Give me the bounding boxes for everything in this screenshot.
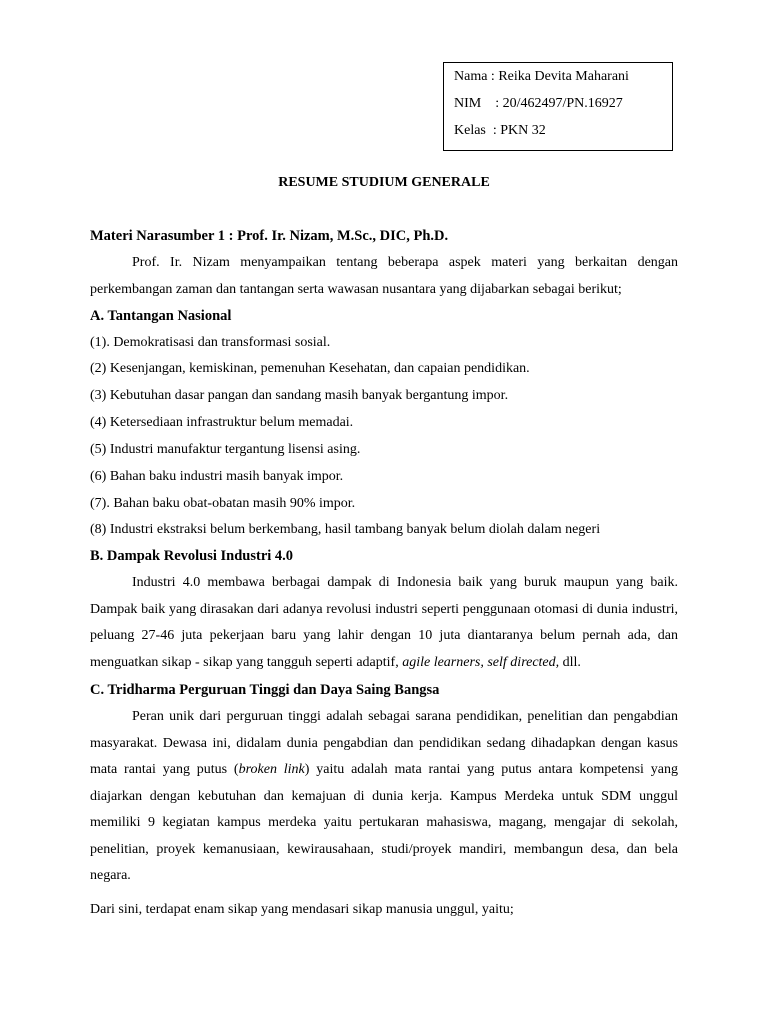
list-item: (8) Industri ekstraksi belum berkembang, hasil tambang banyak belum diolah dalam negeri — [90, 522, 601, 537]
student-nim: NIM : 20/462497/PN.16927 — [454, 96, 623, 111]
section-b-italic-text: agile learners, self directed, — [402, 654, 560, 670]
list-item: (2) Kesenjangan, kemiskinan, pemenuhan Kesehatan, dan capaian pendidikan. — [90, 361, 530, 376]
speaker-heading: Materi Narasumber 1 : Prof. Ir. Nizam, M.Sc., DIC, Ph.D. — [90, 228, 449, 244]
section-c-closing: Dari sini, terdapat enam sikap yang mendasari sikap manusia unggul, yaitu; — [90, 902, 514, 917]
section-c-text: Peran unik dari perguruan tinggi adalah sebagai sarana pendidikan, penelitian dan pengabdian masyarakat. Dewasa ini, didalam dunia pengabdian dan pendidikan sedang dihadapkan dengan kasus mata rantai yang putus ( — [90, 709, 678, 777]
section-c-heading: C. Tridharma Perguruan Tinggi dan Daya Saing Bangsa — [90, 682, 440, 698]
section-b-heading: B. Dampak Revolusi Industri 4.0 — [90, 548, 294, 564]
section-b-text-end: dll. — [559, 654, 581, 670]
student-name: Nama : Reika Devita Maharani — [454, 69, 629, 84]
list-item: (1). Demokratisasi dan transformasi sosial. — [90, 335, 331, 350]
list-item: (7). Bahan baku obat-obatan masih 90% impor. — [90, 496, 356, 511]
list-item: (3) Kebutuhan dasar pangan dan sandang masih banyak bergantung impor. — [90, 388, 509, 403]
section-b-paragraph — [90, 570, 678, 676]
section-b-text: Industri 4.0 membawa berbagai dampak di Indonesia baik yang buruk maupun yang baik. Dampak baik yang dirasakan dari adanya revolusi industri seperti penggunaan otomasi di dunia industri, peluang 27-46 juta pekerjaan baru yang lahir dengan 10 juta diantaranya belum pernah ada, dan menguatkan sikap - sikap yang tangguh seperti adaptif, — [90, 575, 678, 670]
list-item: (5) Industri manufaktur tergantung lisensi asing. — [90, 442, 361, 457]
document-title: RESUME STUDIUM GENERALE — [278, 175, 490, 190]
section-c-paragraph — [90, 704, 678, 890]
list-item: (6) Bahan baku industri masih banyak impor. — [90, 469, 344, 484]
intro-text: Prof. Ir. Nizam menyampaikan tentang beberapa aspek materi yang berkaitan dengan perkembangan zaman dan tantangan serta wawasan nusantara yang dijabarkan sebagai berikut; — [90, 255, 678, 297]
student-info-box — [443, 62, 673, 151]
section-c-text-end: ) yaitu adalah mata rantai yang putus antara kompetensi yang diajarkan dengan kebutuhan dan kemajuan di dunia kerja. Kampus Merdeka untuk SDM unggul memiliki 9 kegiatan kampus merdeka yaitu pertukaran mahasiswa, magang, mengajar di sekolah, penelitian, proyek kemanusiaan, kewirausahaan, studi/proyek mandiri, membangun desa, dan bela negara. — [90, 762, 678, 883]
intro-paragraph — [90, 250, 678, 303]
section-a-heading: A. Tantangan Nasional — [90, 308, 232, 324]
list-item: (4) Ketersediaan infrastruktur belum memadai. — [90, 415, 354, 430]
section-c-italic-text: broken link — [238, 762, 305, 777]
student-class: Kelas : PKN 32 — [454, 123, 546, 138]
